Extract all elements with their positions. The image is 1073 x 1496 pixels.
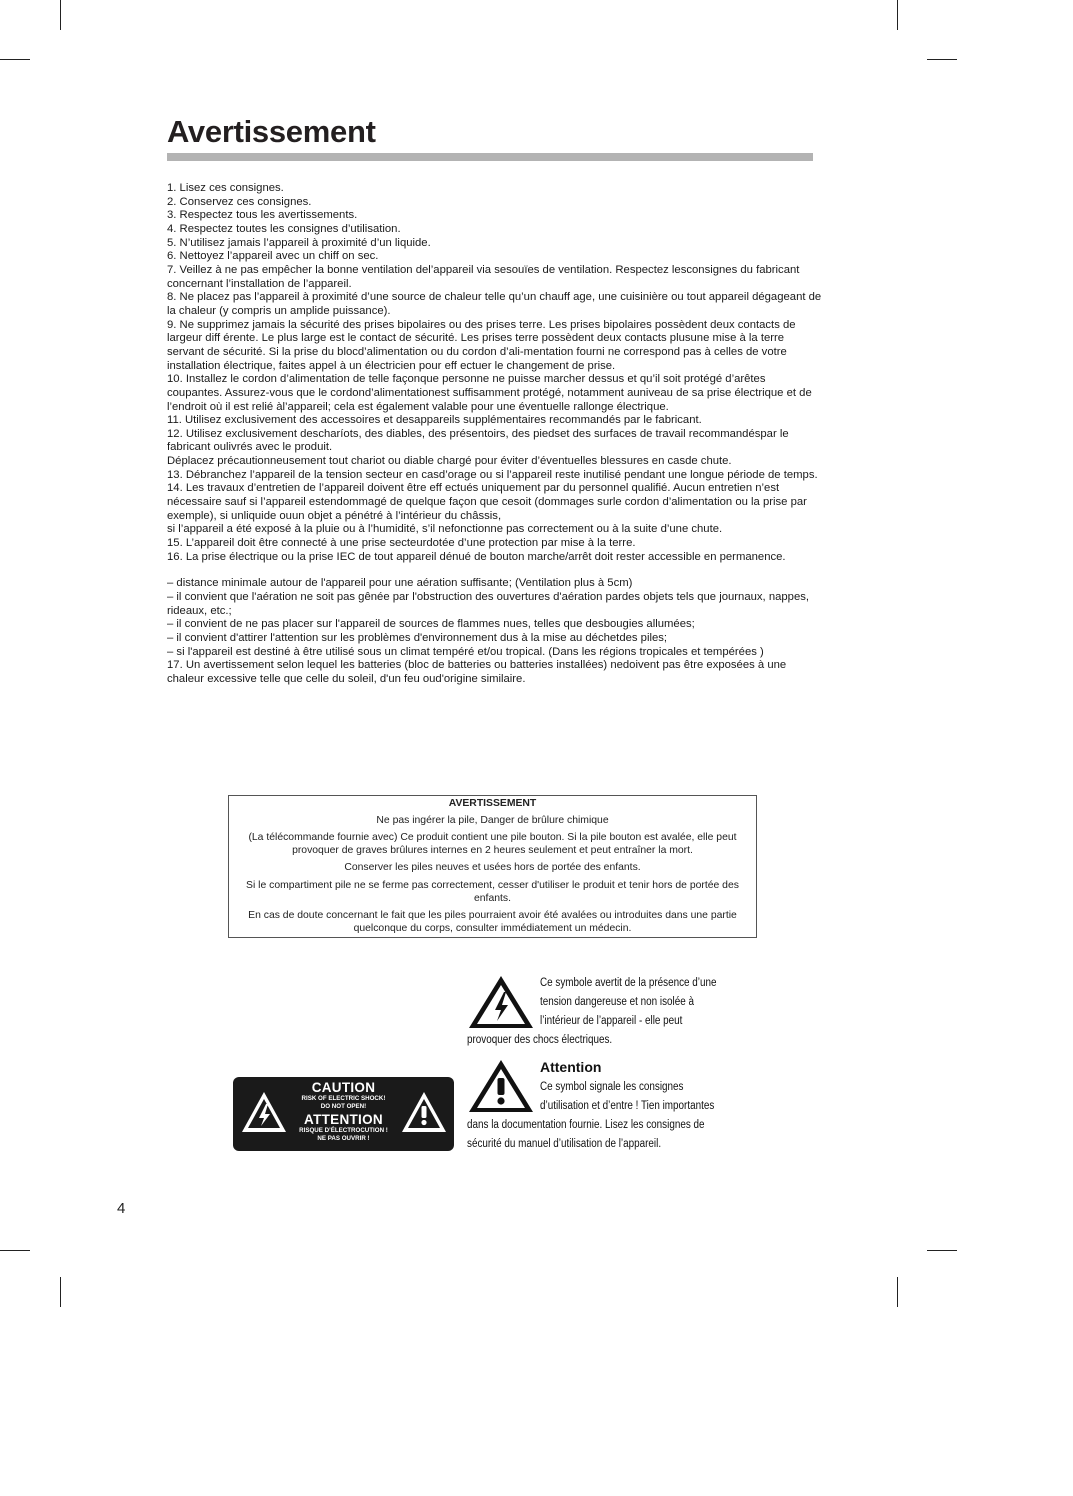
symbol-text: provoquer des chocs électriques.	[467, 1034, 613, 1046]
ventilation-note: – il convient d'attirer l'attention sur les problèmes d'environnement dus à la mise au déchetdes piles;	[167, 632, 668, 644]
symbol-text: dans la documentation fournie. Lisez les consignes de	[467, 1119, 705, 1131]
warning-box-line: Conserver les piles neuves et usées hors de portée des enfants.	[344, 862, 641, 874]
lightning-symbol-note	[467, 974, 767, 1054]
symbol-text: sécurité du manuel d’utilisation de l’appareil.	[467, 1138, 662, 1150]
attention-symbol-note	[467, 1058, 767, 1158]
lightning-warning-icon	[467, 974, 535, 1030]
crop-mark	[897, 0, 898, 30]
instruction-item: 5. N’utilisez jamais l’appareil à proximité d’un liquide.	[167, 236, 431, 249]
title-rule	[167, 153, 813, 161]
instruction-item: 2. Conservez ces consignes.	[167, 195, 312, 208]
instruction-item: 16. La prise électrique ou la prise IEC de tout appareil dénué de bouton marche/arrêt doit rester accessible en permanence.	[167, 550, 786, 563]
instruction-item: 7. Veillez à ne pas empêcher la bonne ventilation del’appareil via sesouïes de ventilation. Respectez lesconsignes du fabricant concernant l’installation de l’appareil.	[167, 263, 800, 290]
warning-box-line: En cas de doute concernant le fait que les piles pourraient avoir été avalées ou introduites dans une partie quelconque du corps, consulter immédiatement un médecin.	[248, 910, 737, 934]
attention-heading: ATTENTION	[304, 1112, 383, 1127]
page-title: Avertissement	[167, 114, 376, 149]
attention-subtext: RISQUE D’ÉLECTROCUTION !	[299, 1127, 388, 1134]
instruction-item: 10. Installez le cordon d’alimentation de telle façonque personne ne puisse marcher dessus et qu’il soit protégé d’arêtes coupantes. Assurez-vous que le cordond’alimentationest suffisamment protégé, notamment auniveau de sa prise électrique et de l’endroit où il est relié àl’appareil; cela est également valable pour une éventuelle rallonge électrique.	[167, 373, 812, 413]
ventilation-note: – il convient que l'aération ne soit pas gênée par l'obstruction des ouvertures d'aération pardes objets tels que journaux, nappes, rideaux, etc.;	[167, 591, 810, 617]
instruction-item: 15. L’appareil doit être connecté à une prise secteurdotée d’une protection par mise à la terre.	[167, 537, 636, 550]
lightning-warning-icon	[241, 1091, 287, 1133]
ventilation-note: – distance minimale autour de l'appareil pour une aération suffisante; (Ventilation plus à 5cm)	[167, 577, 633, 590]
crop-mark	[897, 1277, 898, 1307]
instruction-item: si l’appareil a été exposé à la pluie ou à l’humidité, s’il nefonctionne pas correctement ou à la suite d’une chute.	[167, 523, 723, 536]
crop-mark	[60, 0, 61, 30]
symbol-text: Ce symbol signale les consignes	[540, 1081, 684, 1093]
symbol-text: tension dangereuse et non isolée à	[540, 996, 694, 1008]
instruction-item: 14. Les travaux d’entretien de l’appareil doivent être eff ectués uniquement par du personnel qualifié. Aucun entretien n’est nécessaire sauf si l’appareil estendommagé de quelque façon que cesoit (dommages surle cordon d’alimentation ou la prise par exemple), si unliquide ouun objet a pénétré à l’intérieur du châssis,	[167, 482, 807, 522]
instruction-item: 11. Utilisez exclusivement des accessoires et desappareils supplémentaires recommandés par le fabricant.	[167, 414, 702, 427]
instruction-item: 12. Utilisez exclusivement descharíots, des diables, des présentoirs, des piedset des surfaces de travail recommandéspar le fabricant oulivrés avec le produit.	[167, 427, 789, 454]
symbol-text: d’utilisation et d’entre ! Tien importantes	[540, 1100, 715, 1112]
ventilation-note: 17. Un avertissement selon lequel les batteries (bloc de batteries ou batteries installées) nedoivent pas être exposées à une chaleur excessive telle que celle du soleil, d'un feu oud'origine similaire.	[167, 659, 787, 685]
attention-title: Attention	[540, 1059, 602, 1075]
caution-heading: CAUTION	[311, 1080, 376, 1095]
battery-warning-box	[228, 795, 757, 938]
instruction-item: 9. Ne supprimez jamais la sécurité des prises bipolaires ou des prises terre. Les prises bipolaires possèdent deux contacts de largeur diff érente. Le plus large est le contact de sécurité. Les prises terre possèdent deux contacts plusune mise à la terre servant de sécurité. Si la prise du blocd’alimentation ou du cordon d’ali-mentation fourni ne correspond pas à celles de votre installation électrique, faites appel à un électricien pour eff ectuer le changement de prise.	[167, 318, 796, 372]
instruction-item: 1. Lisez ces consignes.	[167, 182, 284, 194]
ventilation-note: – si l'appareil est destiné à être utilisé sous un climat tempéré et/ou tropical. (Dans les régions tropicales et tempérées )	[167, 645, 764, 658]
crop-mark	[0, 1250, 30, 1251]
instructions-body	[167, 182, 822, 687]
crop-mark	[60, 1277, 61, 1307]
instruction-item: 4. Respectez toutes les consignes d’utilisation.	[167, 222, 401, 235]
crop-mark	[927, 1250, 957, 1251]
warning-box-line: Ne pas ingérer la pile, Danger de brûlure chimique	[376, 814, 609, 826]
exclamation-warning-icon	[401, 1091, 447, 1133]
warning-box-title: AVERTISSEMENT	[448, 798, 537, 809]
instruction-item: 13. Débranchez l’appareil de la tension secteur en casd’orage ou si l’appareil reste inutilisé pendant une longue période de temps.	[167, 468, 818, 481]
warning-box-line: (La télécommande fournie avec) Ce produit contient une pile bouton. Si la pile bouton est avalée, elle peut provoquer de graves brûlures internes en 2 heures seulement et peut entraîner la mort.	[248, 832, 737, 856]
caution-text	[287, 1081, 400, 1142]
instruction-item: 6. Nettoyez l’appareil avec un chiff on sec.	[167, 250, 379, 263]
caution-label	[233, 1077, 454, 1151]
instruction-item: Déplacez précautionneusement tout chariot ou diable chargé pour éviter d’éventuelles blessures en casde chute.	[167, 455, 732, 468]
ventilation-note: – il convient de ne pas placer sur l'appareil de sources de flammes nues, telles que desbougies allumées;	[167, 618, 695, 631]
symbol-text: Ce symbole avertit de la présence d’une	[540, 977, 717, 989]
crop-mark	[0, 59, 30, 60]
instruction-item: 3. Respectez tous les avertissements.	[167, 209, 358, 222]
page-number: 4	[117, 1200, 126, 1217]
warning-box-line: Si le compartiment pile ne se ferme pas correctement, cesser d'utiliser le produit et tenir hors de portée des enfants.	[246, 879, 739, 904]
symbol-text: l’intérieur de l’appareil - elle peut	[540, 1015, 683, 1027]
attention-subtext: NE PAS OUVRIR !	[317, 1134, 370, 1142]
crop-mark	[927, 59, 957, 60]
instruction-item: 8. Ne placez pas l’appareil à proximité d’une source de chaleur telle qu’un chauff age, une cuisinière ou tout appareil dégageant de la chaleur (y compris un amplide puissance).	[167, 291, 822, 317]
caution-subtext: RISK OF ELECTRIC SHOCK!	[301, 1095, 386, 1102]
exclamation-warning-icon	[467, 1058, 535, 1114]
caution-subtext: DO NOT OPEN!	[320, 1102, 367, 1110]
